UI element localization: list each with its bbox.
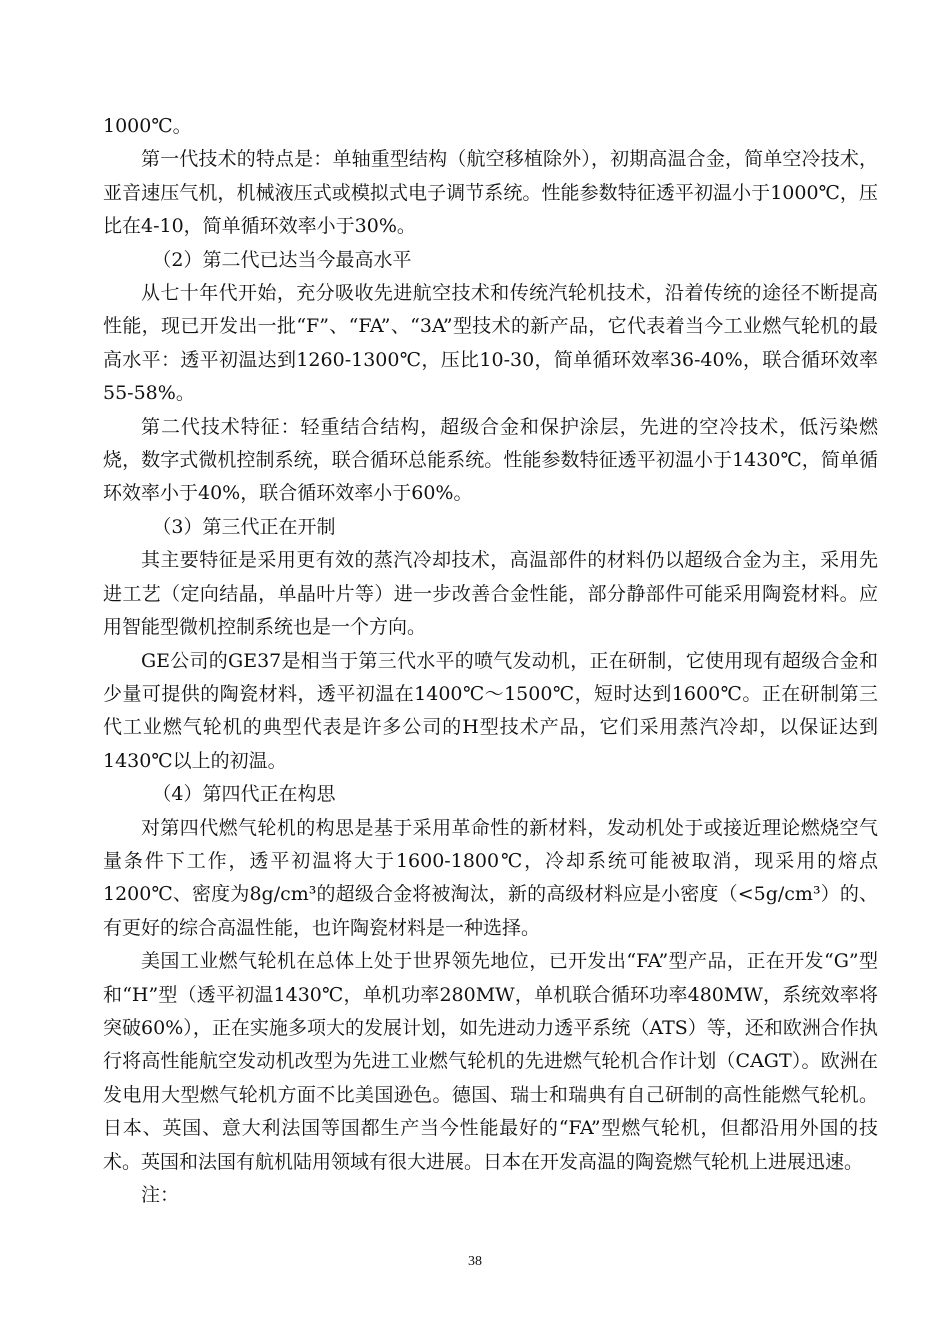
paragraph-ge37: GE公司的GE37是相当于第三代水平的喷气发动机，正在研制，它使用现有超级合金和少量可提供的陶瓷材料，透平初温在1400℃～1500℃，短时达到1600℃。正在研制第三代工业燃气轮机的典型代表是许多公司的H型技术产品，它们采用蒸汽冷却，以保证达到1430℃以上的初温。	[103, 649, 878, 772]
paragraph-second-gen-features: 第二代技术特征：轻重结合结构，超级合金和保护涂层，先进的空冷技术，低污染燃烧，数字式微机控制系统，联合循环总能系统。性能参数特征透平初温小于1430℃，简单循环效率小于40%，联合循环效率小于60%。	[103, 415, 878, 505]
paragraph-note: 注：	[141, 1184, 180, 1206]
paragraph-third-gen-features: 其主要特征是采用更有效的蒸汽冷却技术，高温部件的材料仍以超级合金为主，采用先进工艺（定向结晶，单晶叶片等）进一步改善合金性能，部分静部件可能采用陶瓷材料。应用智能型微机控制系统也是一个方向。	[103, 549, 878, 639]
paragraph-first-gen-features: 第一代技术的特点是：单轴重型结构（航空移植除外），初期高温合金，简单空冷技术，亚音速压气机，机械液压式或模拟式电子调节系统。性能参数特征透平初温小于1000℃，压比在4-10，简单循环效率小于30%。	[103, 148, 878, 238]
page-number: 38	[468, 1254, 482, 1269]
document-body	[103, 110, 878, 1212]
paragraph-us-europe-japan: 美国工业燃气轮机在总体上处于世界领先地位，已开发出“FA”型产品，正在开发“G”型和“H”型（透平初温1430℃，单机功率280MW，单机联合循环功率480MW，系统效率将突破60%），正在实施多项大的发展计划，如先进动力透平系统（ATS）等，还和欧洲合作执行将高性能航空发动机改型为先进工业燃气轮机的先进燃气轮机合作计划（CAGT）。欧洲在发电用大型燃气轮机方面不比美国逊色。德国、瑞士和瑞典有自己研制的高性能燃气轮机。日本、英国、意大利法国等国都生产当今性能最好的“FA”型燃气轮机，但都沿用外国的技术。英国和法国有航机陆用领域有很大进展。日本在开发高温的陶瓷燃气轮机上进展迅速。	[103, 950, 878, 1173]
paragraph-continuation: 1000℃。	[103, 115, 192, 137]
paragraph-second-gen-intro: 从七十年代开始，充分吸收先进航空技术和传统汽轮机技术，沿着传统的途径不断提高性能，现已开发出一批“F”、“FA”、“3A”型技术的新产品，它代表着当今工业燃气轮机的最高水平：透平初温达到1260-1300℃，压比10-30，简单循环效率36-40%，联合循环效率55-58%。	[103, 282, 878, 405]
heading-third-gen: （3）第三代正在开制	[152, 515, 336, 538]
heading-second-gen: （2）第二代已达当今最高水平	[152, 248, 412, 271]
heading-fourth-gen: （4）第四代正在构思	[152, 783, 336, 806]
paragraph-fourth-gen: 对第四代燃气轮机的构思是基于采用革命性的新材料，发动机处于或接近理论燃烧空气量条件下工作，透平初温将大于1600-1800℃，冷却系统可能被取消，现采用的熔点1200℃、密度为8g/cm³的超级合金将被淘汰，新的高级材料应是小密度（<5g/cm³）的、有更好的综合高温性能，也许陶瓷材料是一种选择。	[103, 816, 878, 939]
